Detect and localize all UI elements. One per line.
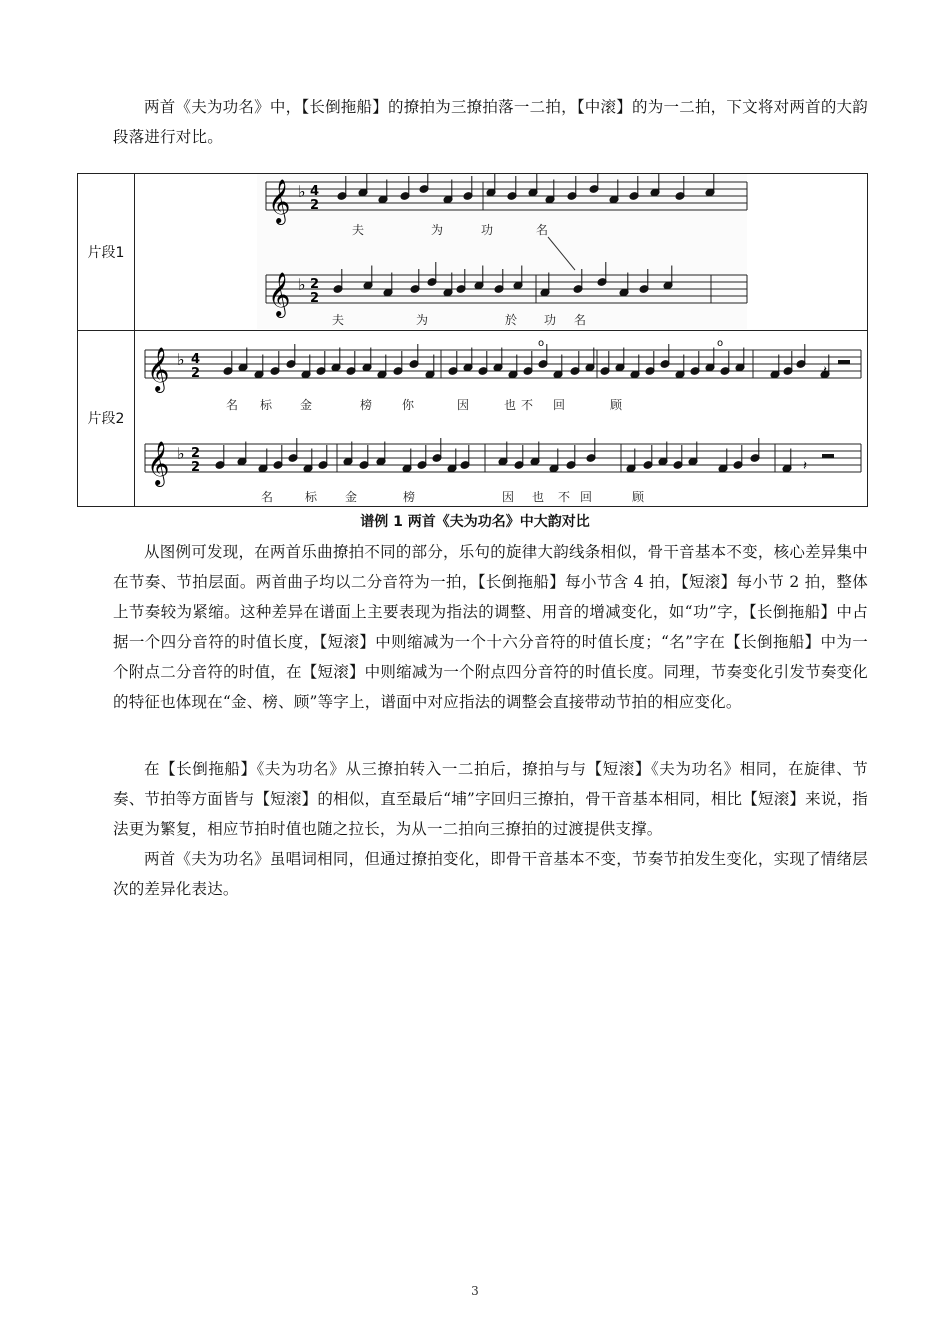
lyric: 名 — [536, 223, 549, 237]
flat-icon: ♭ — [298, 275, 306, 294]
treble-clef-icon: 𝄞 — [147, 441, 170, 485]
lyric: 不 — [558, 490, 571, 504]
time-signature-top: 2 — [191, 446, 201, 461]
lyric: 榜 — [360, 398, 373, 412]
lyric: 标 — [305, 490, 318, 504]
lyric: 榜 — [403, 490, 416, 504]
rest-icon: 𝄽 — [823, 364, 827, 379]
lyric: 回 — [580, 490, 593, 504]
whole-rest-icon — [822, 454, 834, 458]
score-excerpt-1 — [135, 174, 867, 330]
flat-icon: ♭ — [177, 350, 185, 369]
time-signature-bottom: 2 — [191, 366, 201, 381]
lyric: 也 — [504, 398, 517, 412]
music-notation — [135, 330, 869, 506]
lyric: 回 — [553, 398, 566, 412]
lyric: 夫 — [332, 313, 345, 327]
table-row — [78, 330, 867, 506]
figure-caption: 谱例 1 两首《夫为功名》中大韵对比 — [360, 514, 590, 530]
time-signature-bottom: 2 — [310, 291, 320, 306]
lyric: 夫 — [352, 223, 365, 237]
lyric: 因 — [502, 490, 515, 504]
flat-icon: ♭ — [298, 182, 306, 201]
note-group — [223, 344, 830, 379]
flat-icon: ♭ — [177, 444, 185, 463]
lyric: 金 — [300, 398, 313, 412]
time-signature-top: 2 — [310, 277, 320, 292]
rest-icon: 𝄽 — [803, 459, 807, 474]
row-label: 片段2 — [78, 330, 135, 506]
score-excerpt-2 — [135, 330, 867, 506]
paragraph-transition: 在【长倒拖船】《夫为功名》从三撩拍转入一二拍后，撩拍与与【短滚】《夫为功名》相同，在旋律、节奏、节拍等方面皆与【短滚】的相似，直至最后“埔”字回归三撩拍，骨干音基本相同，相比【短滚】来说，指法更为繁复，相应节拍时值也随之拉长，为从一二拍向三撩拍的过渡提供支撑。 — [113, 760, 868, 838]
score-image-area — [257, 174, 747, 329]
harmonic-circle-icon: o — [717, 338, 724, 349]
treble-clef-icon: 𝄞 — [268, 272, 291, 316]
lyric: 为 — [431, 223, 444, 237]
table-row — [78, 174, 867, 331]
lyric: 标 — [260, 398, 273, 412]
time-signature-top: 4 — [191, 352, 201, 367]
note-group — [215, 438, 792, 473]
lyric: 也 — [532, 490, 545, 504]
treble-clef-icon: 𝄞 — [268, 179, 291, 223]
time-signature-top: 4 — [310, 184, 320, 199]
lyric: 於 — [505, 313, 518, 327]
lyrics — [261, 489, 645, 504]
harmonic-circle-icon: o — [538, 338, 545, 349]
score-comparison-table — [77, 173, 868, 507]
music-notation — [135, 174, 869, 330]
lyric: 名 — [574, 313, 587, 327]
lyric: 不 — [521, 398, 534, 412]
whole-rest-icon — [838, 360, 850, 364]
paragraph-analysis: 从图例可发现，在两首乐曲撩拍不同的部分，乐句的旋律大韵线条相似，骨干音基本不变，核心差异集中在节奏、节拍层面。两首曲子均以二分音符为一拍，【长倒拖船】每小节含 4 拍，【短滚】每小节 2 拍，整体上节奏较为紧缩。这种差异在谱面上主要表现为指法的调整、用音的增减变化，如“功”字，【长倒拖船】中占据一个四分音符的时值长度，【短滚】中则缩减为一个十六分音符的时值长度；“名”字在【长倒拖船】中为一个附点二分音符的时值，在【短滚】中则缩减为一个附点四分音符的时值长度。同理，节奏变化引发节奏变化的特征也体现在“金、榜、顾”等字上，谱面中对应指法的调整会直接带动节拍的相应变化。 — [113, 543, 868, 711]
treble-clef-icon: 𝄞 — [147, 347, 170, 391]
staff — [145, 350, 861, 378]
page-number: 3 — [471, 1284, 479, 1298]
time-signature-bottom: 2 — [310, 198, 320, 213]
lyric: 功 — [544, 313, 557, 327]
lyrics — [226, 397, 623, 412]
lyric: 顾 — [632, 490, 645, 504]
lyric: 顾 — [610, 398, 623, 412]
paragraph-intro: 两首《夫为功名》中，【长倒拖船】的撩拍为三撩拍落一二拍，【中滚】的为一二拍，下文将对两首的大韵段落进行对比。 — [113, 98, 868, 146]
lyric: 为 — [416, 313, 429, 327]
time-signature-bottom: 2 — [191, 460, 201, 475]
lyric: 名 — [226, 398, 239, 412]
lyric: 金 — [345, 490, 358, 504]
row-label: 片段1 — [78, 174, 135, 330]
paragraph-conclusion: 两首《夫为功名》虽唱词相同，但通过撩拍变化，即骨干音基本不变，节奏节拍发生变化，实现了情绪层次的差异化表达。 — [113, 850, 868, 898]
lyric: 名 — [261, 490, 274, 504]
lyric: 功 — [481, 223, 494, 237]
lyric: 因 — [457, 398, 470, 412]
lyric: 你 — [402, 398, 415, 412]
